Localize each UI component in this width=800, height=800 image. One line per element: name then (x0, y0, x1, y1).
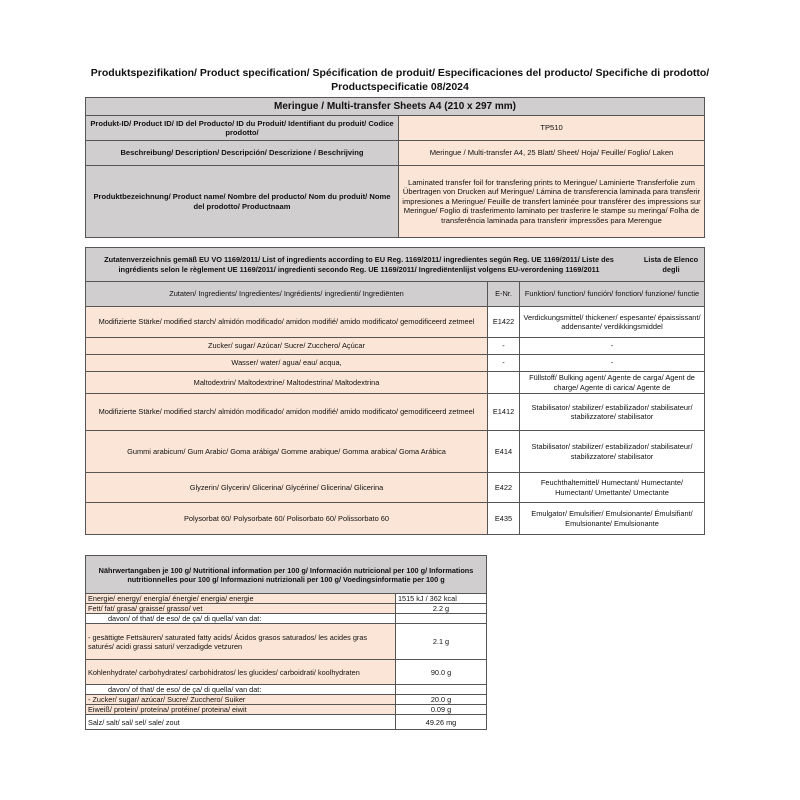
ingredient-function: Emulgator/ Emulsifier/ Emulsionante/ Émulsifiant/ Emulsionante/ Emulsionante (520, 503, 705, 535)
description-value: Meringue / Multi-transfer A4, 25 Blatt/ Sheet/ Hoja/ Feuille/ Foglio/ Laken (399, 141, 705, 166)
nutrition-row (86, 614, 487, 624)
ingredient-name: Wasser/ water/ agua/ eau/ acqua, (86, 355, 488, 372)
ingredients-header-text: Zutatenverzeichnis gemäß EU VO 1169/2011/ List of ingredients according to EU Reg. 1169/2011/ ingredientes según Reg. UE 1169/2011/ Liste des ingrédients selon le règlement UE 1169/2011/ ingredienti secondo Reg. UE 1169/2011/ Ingrediëntenlijst volgens EU-verordening 1169/2011 (104, 255, 614, 274)
ingredient-enr: - (488, 355, 520, 372)
nutrition-row (86, 705, 487, 715)
nutrition-row (86, 624, 487, 660)
nutrient-value: 49.26 mg (396, 715, 487, 730)
nutrient-label: - Zucker/ sugar/ azúcar/ Sucre/ Zucchero/ Suiker (86, 695, 396, 705)
nutrition-row (86, 715, 487, 730)
ingredient-name: Zucker/ sugar/ Azúcar/ Sucre/ Zucchero/ Açúcar (86, 338, 488, 355)
ingredient-enr (488, 372, 520, 394)
nutrition-row (86, 604, 487, 614)
col-ingredients: Zutaten/ Ingredients/ Ingredientes/ Ingrédients/ ingredienti/ Ingrediënten (86, 282, 488, 307)
document-title: Produktspezifikation/ Product specification/ Spécification de produit/ Especificaciones del producto/ Specifiche di prodotto/ Productspecificatie 08/2024 (90, 67, 710, 93)
nutrient-label: Energie/ energy/ energía/ énergie/ energia/ energie (86, 594, 396, 604)
ingredient-name: Maltodextrin/ Maltodextrine/ Maltodestrina/ Maltodextrina (86, 372, 488, 394)
ingredient-row (86, 355, 705, 372)
ingredient-function: Feuchthaltemittel/ Humectant/ Humectante/ Humectant/ Umettante/ Umectante (520, 473, 705, 503)
ingredient-function: Stabilisator/ stabilizer/ estabilizador/ stabilisateur/ stabilizzatore/ stabilisator (520, 431, 705, 473)
ingredients-table (85, 247, 705, 535)
nutrient-label: Eiweiß/ protein/ proteína/ protéine/ proteina/ eiwit (86, 705, 396, 715)
ingredient-function: Stabilisator/ stabilizer/ estabilizador/ stabilisateur/ stabilizzatore/ stabilisator (520, 394, 705, 431)
nutrient-label: davon/ of that/ de eso/ de ça/ di quella/ van dat: (86, 685, 396, 695)
nutrient-label: Kohlenhydrate/ carbohydrates/ carbohidratos/ les glucides/ carboidrati/ koolhydraten (86, 660, 396, 685)
ingredients-header-right: Lista de Elenco degli (643, 255, 699, 274)
ingredients-header (86, 248, 705, 282)
nutrition-table (85, 555, 487, 730)
nutrient-value: 2.1 g (396, 624, 487, 660)
ingredient-row (86, 473, 705, 503)
nutrition-header: Nährwertangaben je 100 g/ Nutritional information per 100 g/ Información nutricional per 100 g/ Informations nutritionnelles pour 100 g/ Informazioni nutrizionali per 100 g/ Voedingsinformatie per 100 g (86, 556, 487, 594)
ingredient-enr: E1412 (488, 394, 520, 431)
product-header: Meringue / Multi-transfer Sheets A4 (210 x 297 mm) (86, 98, 705, 116)
nutrient-value: 0.09 g (396, 705, 487, 715)
nutrient-value (396, 614, 487, 624)
nutrition-row (86, 685, 487, 695)
ingredient-enr: E435 (488, 503, 520, 535)
ingredient-function: Füllstoff/ Bulking agent/ Agente de carga/ Agent de charge/ Agente di carica/ Agente de (520, 372, 705, 394)
ingredient-name: Modifizierte Stärke/ modified starch/ almidón modificado/ amidon modifié/ amido modificato/ gemodificeerd zetmeel (86, 307, 488, 338)
nutrient-value: 90.0 g (396, 660, 487, 685)
ingredient-row (86, 503, 705, 535)
nutrition-row (86, 695, 487, 705)
product-id-label: Produkt-ID/ Product ID/ ID del Producto/ ID du Produit/ Identifiant du produit/ Codice prodotto/ (86, 116, 399, 141)
ingredient-function: - (520, 355, 705, 372)
nutrition-row (86, 660, 487, 685)
product-table (85, 97, 705, 238)
nutrient-label: - gesättigte Fettsäuren/ saturated fatty acids/ Ácidos grasos saturados/ les acides gras saturés/ acidi grassi saturi/ verzadigde vetzuren (86, 624, 396, 660)
nutrient-label: Fett/ fat/ grasa/ graisse/ grasso/ vet (86, 604, 396, 614)
nutrient-value: 20.0 g (396, 695, 487, 705)
ingredient-function: - (520, 338, 705, 355)
product-name-label: Produktbezeichnung/ Product name/ Nombre del producto/ Nom du produit/ Nome del prodotto/ Productnaam (86, 166, 399, 238)
nutrition-row (86, 594, 487, 604)
product-name-value: Laminated transfer foil for transfering prints to Meringue/ Laminierte Transferfolie zum Übertragen von Drucken auf Meringue/ Lámina de transferencia laminada para transferir impresiones a Meringue/ Feuille de transfert laminée pour transférer des impressions sur Meringue/ Foglio di trasferimento laminato per trasferire le stampe su meringa/ Folha de transferência laminada para transferir impressões para Merengue (399, 166, 705, 238)
ingredient-enr: E422 (488, 473, 520, 503)
ingredient-enr: - (488, 338, 520, 355)
product-id-value: TP510 (399, 116, 705, 141)
ingredient-name: Glyzerin/ Glycerin/ Glicerina/ Glycérine/ Glicerina/ Glicerina (86, 473, 488, 503)
ingredient-function: Verdickungsmittel/ thickener/ espesante/ épaississant/ addensante/ verdikkingsmiddel (520, 307, 705, 338)
ingredient-row (86, 431, 705, 473)
ingredient-row (86, 372, 705, 394)
ingredient-name: Gummi arabicum/ Gum Arabic/ Goma arábiga/ Gomme arabique/ Gomma arabica/ Goma Arábica (86, 431, 488, 473)
description-label: Beschreibung/ Description/ Descripción/ Descrizione / Beschrijving (86, 141, 399, 166)
nutrient-value (396, 685, 487, 695)
nutrient-label: Salz/ salt/ sal/ sel/ sale/ zout (86, 715, 396, 730)
ingredient-enr: E1422 (488, 307, 520, 338)
ingredient-name: Polysorbat 60/ Polysorbate 60/ Polisorbato 60/ Polissorbato 60 (86, 503, 488, 535)
col-enr: E-Nr. (488, 282, 520, 307)
col-function: Funktion/ function/ función/ fonction/ funzione/ functie (520, 282, 705, 307)
ingredient-row (86, 307, 705, 338)
ingredient-name: Modifizierte Stärke/ modified starch/ almidón modificado/ amidon modifié/ amido modificato/ gemodificeerd zetmeel (86, 394, 488, 431)
ingredient-enr: E414 (488, 431, 520, 473)
nutrient-value: 1515 kJ / 362 kcal (396, 594, 487, 604)
nutrient-label: davon/ of that/ de eso/ de ça/ di quella/ van dat: (86, 614, 396, 624)
ingredient-row (86, 394, 705, 431)
ingredient-row (86, 338, 705, 355)
nutrient-value: 2.2 g (396, 604, 487, 614)
